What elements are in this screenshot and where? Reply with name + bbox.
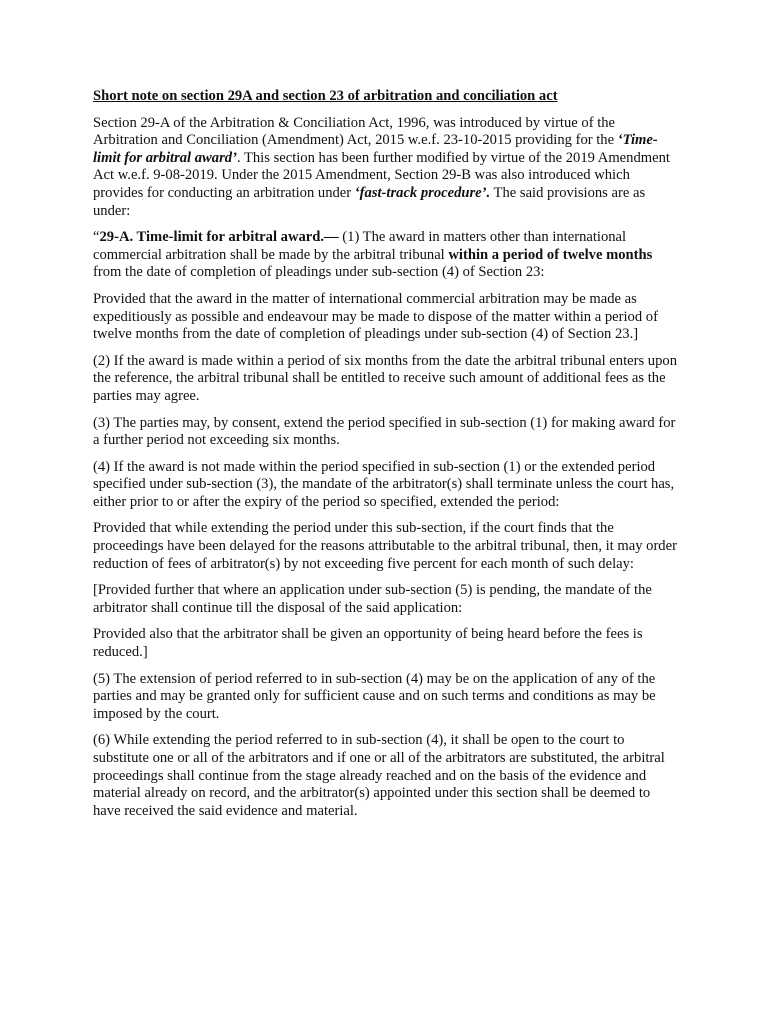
subsection-4: (4) If the award is not made within the period specified in sub-section (1) or the extended period specified under sub-section (3), the mandate of the arbitrator(s) shall terminate unless the court has, either prior to or after the expiry of the period so specified, extended the period:: [93, 458, 675, 510]
subsection-3: (3) The parties may, by consent, extend the period specified in sub-section (1) for making award for a further period not exceeding six months.: [93, 414, 676, 449]
intro-emphasis-2: ‘fast-track procedure’.: [354, 184, 491, 201]
proviso-international: Provided that the award in the matter of international commercial arbitration may be made as expeditiously as possible and endeavour may be made to dispose of the matter within a period of twelve months from the date of completion of pleadings under sub-section (4) of Section 23.]: [93, 290, 658, 343]
section-heading: 29-A. Time-limit for arbitral award: [99, 229, 321, 246]
subsection-6: (6) While extending the period referred to in sub-section (4), it shall be open to the court to substitute one or all of the arbitrators and if one or all of the arbitrators are substituted, the arbitral proceedings shall continue from the stage already reached and on the basis of the evidence and material already on record, and the arbitrator(s) appointed under this section shall be deemed to have received the said evidence and material.: [93, 732, 665, 819]
section-text-1: (1) The award in matters other than international commercial arbitration shall be made by the arbitral tribunal: [93, 229, 627, 263]
section-bold-phrase: within a period of twelve months: [448, 246, 653, 263]
intro-emphasis-1: ‘Time-limit for arbitral award’: [93, 132, 658, 166]
section-29a-paragraph: [93, 229, 681, 282]
subsection-2: (2) If the award is made within a period of six months from the date the arbitral tribunal enters upon the reference, the arbitral tribunal shall be entitled to receive such amount of additional fees as the parties may agree.: [93, 352, 677, 404]
intro-text-3: The said provisions are as under:: [93, 184, 646, 219]
section-heading-dash: .—: [320, 229, 343, 246]
section-text-2: from the date of completion of pleadings under sub-section (4) of Section 23:: [93, 264, 545, 281]
proviso-opportunity-heard: Provided also that the arbitrator shall be given an opportunity of being heard before the fees is reduced.]: [93, 626, 643, 661]
quote-open: “: [93, 229, 100, 246]
document-body: [93, 88, 681, 829]
intro-text-1: Section 29-A of the Arbitration & Conciliation Act, 1996, was introduced by virtue of the Arbitration and Conciliation (Amendment) Act, 2015 w.e.f. 23-10-2015 providing for the: [93, 114, 618, 149]
proviso-pending-application: [Provided further that where an application under sub-section (5) is pending, the mandate of the arbitrator shall continue till the disposal of the said application:: [93, 582, 652, 616]
proviso-fee-reduction: Provided that while extending the period under this sub-section, if the court finds that the proceedings have been delayed for the reasons attributable to the arbitral tribunal, then, it may order reduction of fees of arbitrator(s) by not exceeding five percent for each month of such delay:: [93, 520, 677, 572]
intro-text-2: . This section has been further modified by virtue of the 2019 Amendment Act w.e.f. 9-08-2019. Under the 2015 Amendment, Section 29-B was also introduced which provides for conducting an arbitration under: [93, 149, 670, 201]
intro-paragraph: [93, 115, 681, 221]
document-title: Short note on section 29A and section 23 of arbitration and conciliation act: [93, 88, 558, 104]
subsection-5: (5) The extension of period referred to in sub-section (4) may be on the application of any of the parties and may be granted only for sufficient cause and on such terms and conditions as may be imposed by the court.: [93, 670, 656, 722]
